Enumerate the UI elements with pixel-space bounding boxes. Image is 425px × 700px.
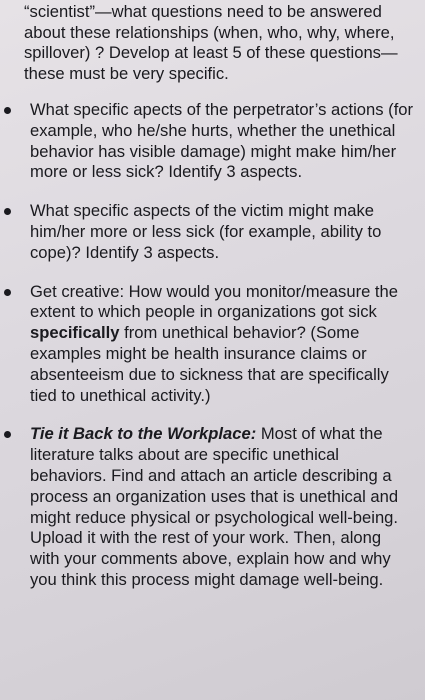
question-list — [0, 100, 415, 591]
bullet-icon — [4, 107, 11, 114]
bullet-text — [30, 424, 415, 590]
bullet-emphasis: specifically — [30, 323, 120, 343]
list-item — [0, 201, 415, 263]
list-item — [0, 282, 415, 407]
bullet-text: What specific apects of the perpetrator’s actions (for example, who he/she hurts, whether the unethical behavior has visible damage) might make him/her more or less sick? Identify 3 aspects. — [30, 100, 414, 182]
bullet-text-part: Most of what the literature talks about are specific unethical behaviors. Find and attach an article describing a process an organization uses that is unethical and might reduce physical or psychological well-being. Upload it with the rest of your work. Then, along with your comments above, explain how and why you think this process might damage well-being. — [30, 424, 399, 589]
bullet-text-part: from unethical behavior? (Some examples might be health insurance claims or absenteeism due to sickness that are specifically tied to unethical activity.) — [30, 323, 389, 405]
bullet-icon — [4, 208, 11, 215]
intro-paragraph: “scientist”—what questions need to be answered about these relationships (when, who, why, where, spillover) ? Develop at least 5 of these questions—these must be very specific. — [24, 2, 398, 83]
bullet-text — [30, 282, 415, 407]
list-item — [0, 100, 415, 183]
bullet-icon — [4, 289, 11, 296]
bullet-heading: Tie it Back to the Workplace: — [30, 424, 257, 444]
bullet-icon — [4, 431, 11, 438]
bullet-text-part: Get creative: How would you monitor/measure the extent to which people in organizations got sick — [30, 281, 398, 322]
list-item — [0, 424, 415, 590]
bullet-text: What specific aspects of the victim might make him/her more or less sick (for example, ability to cope)? Identify 3 aspects. — [30, 201, 382, 262]
